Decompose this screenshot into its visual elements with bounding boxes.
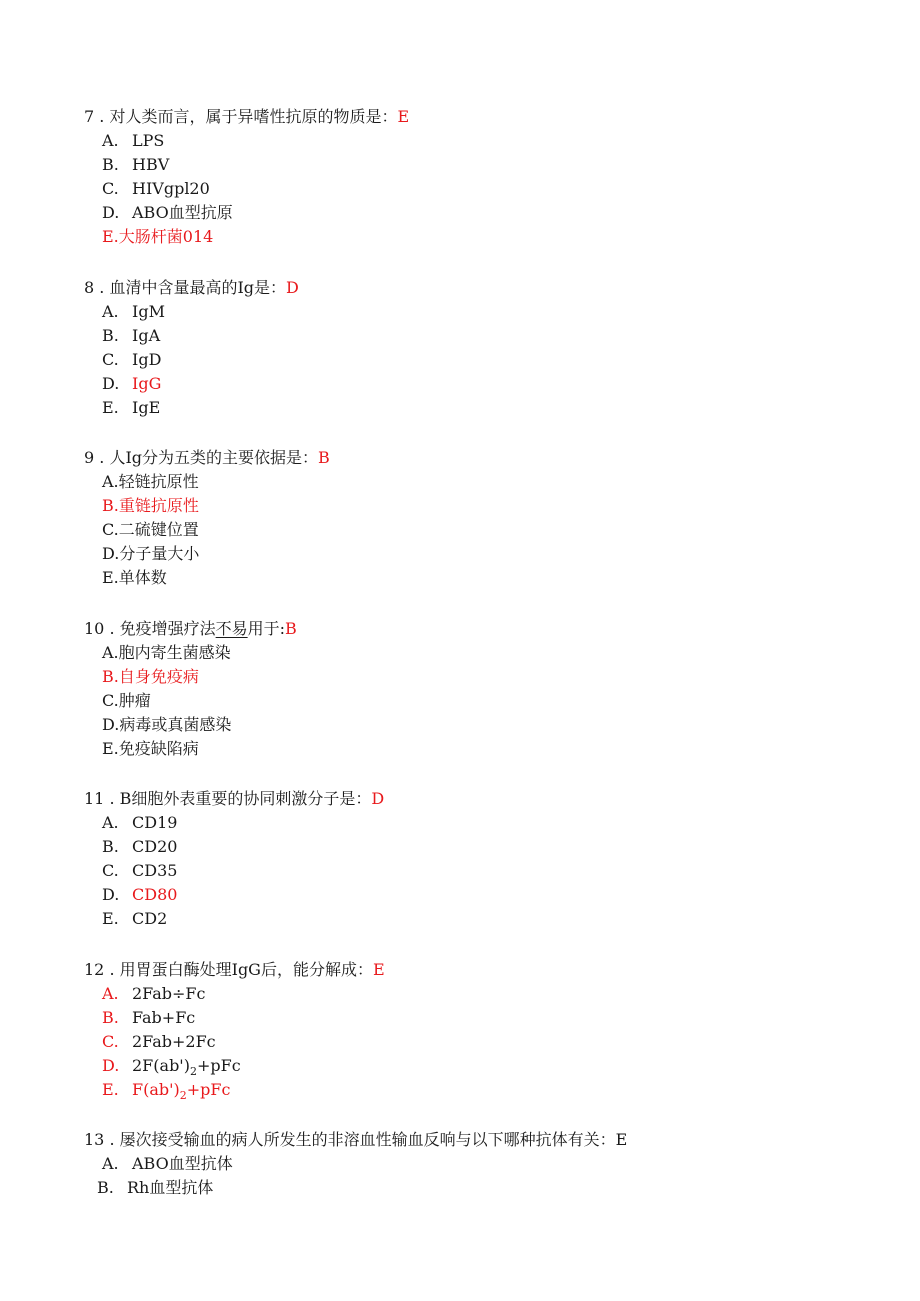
option-letter: D. (102, 374, 120, 393)
answer-key: E (397, 107, 410, 126)
stem-text: 12 . 用胃蛋白酶处理IgG后，能分解成： (84, 960, 373, 979)
option-text: 单体数 (118, 568, 167, 587)
option-b (102, 835, 177, 859)
option-c (102, 348, 161, 372)
subscript: 2 (189, 1065, 197, 1078)
option-letter: B. (102, 1008, 119, 1027)
option-letter: B. (102, 496, 119, 515)
option-c (102, 518, 199, 542)
stem-underlined-text: 不易 (215, 619, 248, 638)
option-d (102, 542, 199, 566)
answer-key: D (286, 278, 299, 297)
option-text: CD2 (132, 909, 168, 928)
answer-key: E (372, 960, 385, 979)
option-letter: B. (102, 667, 119, 686)
option-letter: E. (102, 227, 119, 246)
option-text: IgE (132, 398, 161, 417)
option-text: CD35 (132, 861, 178, 880)
option-letter: E. (102, 909, 119, 928)
question-stem (84, 105, 409, 129)
option-letter: E. (102, 739, 119, 758)
option-letter: D. (102, 1056, 120, 1075)
option-e (102, 907, 167, 931)
option-text: CD80 (132, 885, 178, 904)
question-stem (84, 958, 385, 982)
option-letter: A. (102, 984, 119, 1003)
option-d-correct (102, 883, 177, 907)
option-e (102, 566, 167, 590)
option-text: 肿瘤 (118, 691, 151, 710)
option-b (102, 153, 169, 177)
answer-key: B (318, 448, 330, 467)
option-a (102, 470, 199, 494)
option-b (97, 1176, 213, 1200)
option-b (102, 324, 160, 348)
option-e-correct (102, 225, 213, 249)
option-text: IgA (132, 326, 161, 345)
option-letter: A. (102, 302, 119, 321)
option-text: 大肠杆菌014 (118, 227, 214, 246)
option-a (102, 641, 231, 665)
option-a (102, 300, 165, 324)
option-a (102, 129, 164, 153)
option-letter: C. (102, 1032, 119, 1051)
option-c (102, 1030, 216, 1054)
option-text: IgD (132, 350, 162, 369)
option-letter: B. (102, 326, 119, 345)
stem-text: 8 . 血清中含量最高的Ig是： (84, 278, 287, 297)
option-text: Fab+Fc (132, 1008, 196, 1027)
option-letter: A. (102, 131, 119, 150)
option-letter: B. (102, 837, 119, 856)
option-letter: B. (102, 155, 119, 174)
answer-key: B (285, 619, 297, 638)
option-text: 重链抗原性 (118, 496, 199, 515)
option-text: LPS (132, 131, 165, 150)
option-text: 自身免疫病 (118, 667, 199, 686)
question-stem (84, 276, 299, 300)
option-letter: C. (102, 861, 119, 880)
answer-key: E (615, 1130, 628, 1149)
option-letter: C. (102, 179, 119, 198)
option-text: F(ab') (132, 1080, 180, 1099)
stem-text: 10 . 免疫增强疗法 (84, 619, 216, 638)
option-a (102, 1152, 233, 1176)
option-text: CD20 (132, 837, 178, 856)
stem-text: 7 . 对人类而言，属于异嗜性抗原的物质是： (84, 107, 398, 126)
option-b-correct (102, 665, 199, 689)
option-a (102, 982, 205, 1006)
option-text: ABO血型抗原 (132, 203, 233, 222)
option-text: HBV (132, 155, 170, 174)
option-text: +pFc (196, 1056, 241, 1075)
option-letter: E. (102, 1080, 119, 1099)
option-text: 2Fab÷Fc (132, 984, 206, 1003)
option-letter: C. (102, 350, 119, 369)
stem-text: 13 . 屡次接受输血的病人所发生的非溶血性输血反响与以下哪种抗体有关： (84, 1130, 616, 1149)
option-letter: C. (102, 520, 119, 539)
stem-text: 11 . B细胞外表重要的协同刺激分子是： (84, 789, 372, 808)
question-stem (84, 617, 297, 641)
option-letter: C. (102, 691, 119, 710)
option-d (102, 201, 233, 225)
option-e-correct (102, 1078, 230, 1102)
option-letter: A. (102, 643, 119, 662)
option-text: 病毒或真菌感染 (119, 715, 232, 734)
option-letter: E. (102, 398, 119, 417)
option-letter: D. (102, 885, 120, 904)
option-text: Rh血型抗体 (127, 1178, 214, 1197)
option-letter: A. (102, 1154, 119, 1173)
stem-text: 用于: (247, 619, 286, 638)
subscript: 2 (179, 1089, 187, 1102)
question-stem (84, 1128, 627, 1152)
option-text: CD19 (132, 813, 178, 832)
option-letter: D. (102, 544, 120, 563)
option-letter: D. (102, 715, 120, 734)
option-c (102, 689, 151, 713)
option-text: HIVgpl20 (132, 179, 210, 198)
option-text: ABO血型抗体 (132, 1154, 233, 1173)
option-d (102, 1054, 241, 1078)
stem-text: 9 . 人Ig分为五类的主要依据是： (84, 448, 319, 467)
option-text: 胞内寄生菌感染 (118, 643, 231, 662)
option-c (102, 859, 177, 883)
option-text: 分子量大小 (119, 544, 200, 563)
option-d (102, 713, 231, 737)
option-text: 轻链抗原性 (118, 472, 199, 491)
option-letter: A. (102, 472, 119, 491)
question-stem (84, 787, 384, 811)
option-c (102, 177, 210, 201)
question-stem (84, 446, 330, 470)
option-text: IgG (132, 374, 162, 393)
option-text: 免疫缺陷病 (118, 739, 199, 758)
option-text: 二硫键位置 (118, 520, 199, 539)
option-text: +pFc (186, 1080, 231, 1099)
answer-key: D (371, 789, 385, 808)
option-letter: A. (102, 813, 119, 832)
option-letter: B. (97, 1178, 114, 1197)
option-text: IgM (132, 302, 165, 321)
option-letter: D. (102, 203, 120, 222)
option-e (102, 737, 199, 761)
option-e (102, 396, 160, 420)
option-d-correct (102, 372, 161, 396)
option-text: 2F(ab') (132, 1056, 190, 1075)
option-a (102, 811, 177, 835)
option-b-correct (102, 494, 199, 518)
option-letter: E. (102, 568, 119, 587)
option-b (102, 1006, 195, 1030)
option-text: 2Fab+2Fc (132, 1032, 216, 1051)
